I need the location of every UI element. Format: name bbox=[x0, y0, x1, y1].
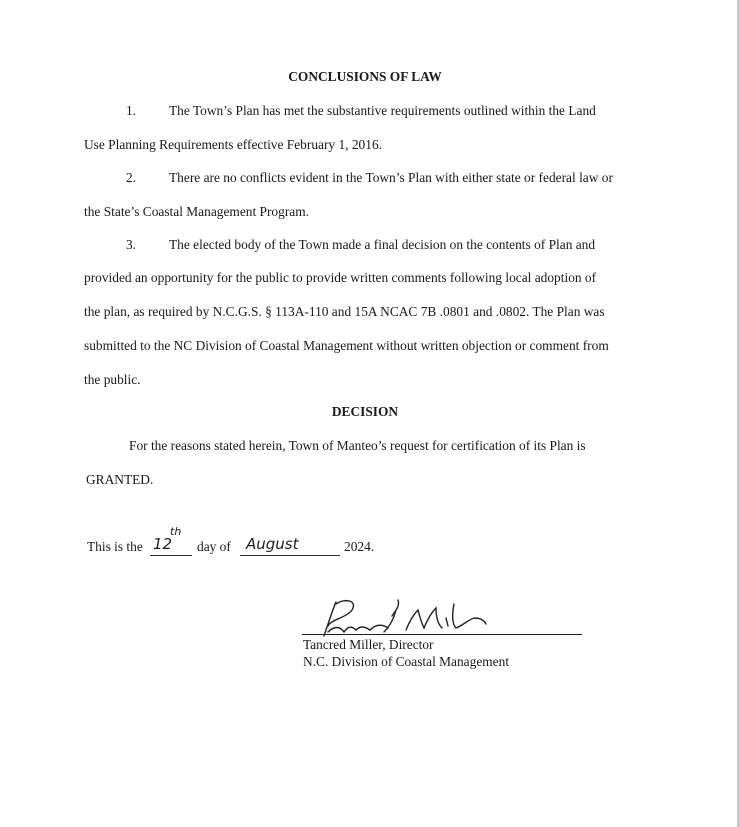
date-year: 2024. bbox=[344, 539, 375, 554]
decision-line-1: For the reasons stated herein, Town of Manteo’s request for certification of its Plan is bbox=[129, 438, 586, 453]
signer-name: Tancred Miller, Director bbox=[303, 637, 434, 652]
handwritten-signature bbox=[300, 596, 500, 642]
date-prefix: This is the bbox=[87, 539, 143, 554]
month-underline bbox=[240, 555, 340, 556]
signer-organization: N.C. Division of Coastal Management bbox=[303, 654, 510, 669]
item-3-line-1: The elected body of the Town made a final decision on the contents of Plan and bbox=[169, 237, 596, 252]
item-2-line-2: the State’s Coastal Management Program. bbox=[84, 204, 309, 219]
conclusions-heading: CONCLUSIONS OF LAW bbox=[288, 69, 442, 84]
item-2-line-1: There are no conflicts evident in the Town’s Plan with either state or federal law or bbox=[169, 170, 613, 185]
item-2-number: 2. bbox=[125, 170, 136, 185]
decision-line-2: GRANTED. bbox=[86, 472, 154, 487]
item-1-line-1: The Town’s Plan has met the substantive requirements outlined within the Land bbox=[169, 103, 596, 118]
item-3-line-2: provided an opportunity for the public to provide written comments following local adoption of bbox=[84, 270, 597, 285]
day-suffix-handwritten: th bbox=[170, 525, 182, 538]
day-handwritten: 12 bbox=[153, 535, 173, 553]
item-3-line-4: submitted to the NC Division of Coastal Management without written objection or comment from bbox=[84, 338, 609, 353]
item-3-line-5: the public. bbox=[84, 372, 141, 387]
item-3-number: 3. bbox=[125, 237, 136, 252]
month-handwritten: August bbox=[246, 535, 299, 553]
item-3-line-3: the plan, as required by N.C.G.S. § 113A-110 and 15A NCAC 7B .0801 and .0802. The Plan was bbox=[84, 304, 605, 319]
signature-line bbox=[302, 634, 582, 635]
day-underline bbox=[150, 555, 192, 556]
date-middle: day of bbox=[197, 539, 231, 554]
item-1-line-2: Use Planning Requirements effective February 1, 2016. bbox=[84, 137, 382, 152]
item-1-number: 1. bbox=[125, 103, 136, 118]
decision-heading: DECISION bbox=[331, 404, 399, 419]
